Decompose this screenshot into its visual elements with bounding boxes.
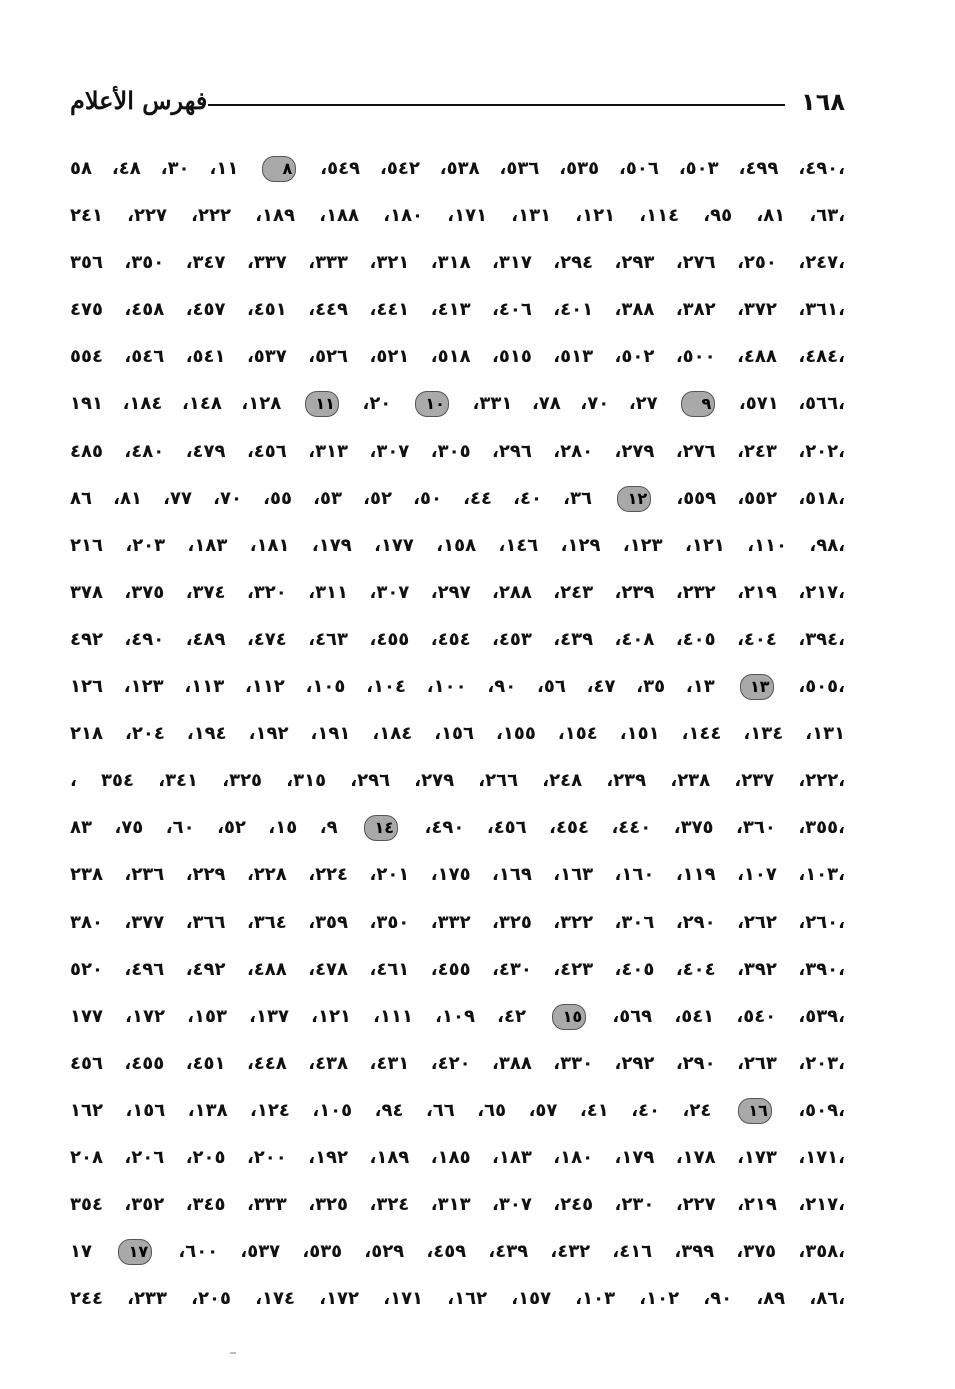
index-line [70, 993, 845, 1040]
index-line [70, 428, 845, 475]
index-line [70, 1134, 845, 1181]
index-line [70, 1040, 845, 1087]
index-line [70, 663, 845, 710]
page-marker-badge: ١١ [305, 391, 339, 417]
page-references: ٢٠٣، ٢٦٣، ٢٩٠، ٢٩٢، ٣٣٠، ٣٨٨، ٤٢٠، ٤٣١، ٤٣٨، ٤٤٨، ٤٥١، ٤٥٥، ٤٥٦، [70, 1052, 845, 1074]
index-line [70, 286, 845, 333]
index-line [70, 1181, 845, 1228]
index-body [70, 145, 845, 1322]
page-references: ٥٠٥، [777, 676, 839, 698]
page-references: ١١، ٣٠، ٤٨، ٥٨، [70, 158, 845, 179]
index-line [70, 616, 845, 663]
page-references: ٥٣٩، ٥٤٠، ٥٤١، ٥٦٩، [590, 1005, 839, 1027]
index-line [70, 804, 845, 851]
page-references: ١٢٨، ١٤٨، ١٨٤، ١٩١، [70, 393, 845, 415]
page-references: ٥٠٩، [775, 1099, 839, 1121]
page-references: ٣٥٨، ٣٧٥، ٣٩٩، ٤١٦، ٤٣٢، ٤٣٩، ٤٥٩، ٥٢٩، ٥٣٥، ٥٣٧، ٦٠٠، [156, 1241, 839, 1263]
page-references: ٩، ١٥، ٥٢، ٦٠، ٧٥، ٨٣، [70, 817, 845, 839]
page-marker-badge: ١٧ [118, 1239, 152, 1265]
page-references: ٣٦١، ٣٧٢، ٣٨٢، ٣٨٨، ٤٠١، ٤٠٦، ٤١٣، ٤٤١، ٤٤٩، ٤٥١، ٤٥٧، ٤٥٨، ٤٧٥، [70, 299, 845, 321]
index-line [70, 946, 845, 993]
page-references: ٤٩٠، ٤٩٩، ٥٠٣، ٥٠٦، ٥٣٥، ٥٣٦، ٥٣٨، ٥٤٢، ٥٤٩، [300, 158, 839, 179]
index-line [70, 899, 845, 946]
page-references: ٢٤٧، ٢٥٠، ٢٧٦، ٢٩٣، ٢٩٤، ٣١٧، ٣١٨، ٣٢١، ٣٣٣، ٣٣٧، ٣٤٧، ٣٥٠، ٣٥٦، [70, 252, 845, 274]
page-references: ١٠٣، ١٠٧، ١١٩، ١٦٠، ١٦٣، ١٦٩، ١٧٥، ٢٠١، ٢٢٤، ٢٢٨، ٢٢٩، ٢٣٦، ٢٣٨، [70, 864, 845, 886]
page-marker-badge: ٩ [681, 391, 715, 417]
page-references: ١٧، [70, 1241, 845, 1263]
page-references: ٥٦٦، ٥٧١، [719, 393, 839, 415]
page-references: ٥١٨، ٥٥٢، ٥٥٩، [655, 487, 839, 509]
page-references: ٢٠، [342, 393, 411, 415]
index-line [70, 239, 845, 286]
page-references: ١٧١، ١٧٣، ١٧٨، ١٧٩، ١٨٠، ١٨٣، ١٨٥، ١٨٩، ١٩٢، ٢٠٠، ٢٠٥، ٢٠٦، ٢٠٨، [70, 1146, 845, 1168]
index-line [70, 710, 845, 757]
page-references: ٣٦، ٤٠، ٤٤، ٥٠، ٥٢، ٥٣، ٥٥، ٧٠، ٧٧، ٨١، ٨٦، [70, 487, 845, 509]
index-line [70, 475, 845, 522]
page-references: ٣٥٥، ٣٦٠، ٣٧٥، ٤٤٠، ٤٥٤، ٤٥٦، ٤٩٠، [402, 817, 839, 839]
page-references: ٢٤، ٤٠، ٤١، ٥٧، ٦٥، ٦٦، ٩٤، ١٠٥، ١٢٤، ١٣٨، ١٥٦، ١٦٢، [70, 1099, 845, 1121]
header-rule [208, 104, 785, 106]
section-title: فهرس الأعلام [70, 86, 208, 115]
page-marker-badge: ١٥ [552, 1004, 586, 1030]
index-line [70, 757, 845, 804]
page-marker-badge: ١٤ [364, 815, 398, 841]
page-references: ١٣، ٣٥، ٤٧، ٥٦، ٩٠، ١٠٠، ١٠٤، ١٠٥، ١١٢، ١١٣، ١٢٣، ١٢٦، [70, 676, 845, 698]
page-references: ، ٢٢٢، ٢٣٧، ٢٣٨، ٢٣٩، ٢٤٨، ٢٦٦، ٢٧٩، ٢٩٦، ٣١٥، ٣٢٥، ٣٤١، ٣٥٤، [70, 770, 845, 792]
page-references: ٤٨٤، ٤٨٨، ٥٠٠، ٥٠٢، ٥١٣، ٥١٥، ٥١٨، ٥٢١، ٥٢٦، ٥٣٧، ٥٤١، ٥٤٦، ٥٥٤، [70, 346, 845, 368]
page-references: ٢١٧، ٢١٩، ٢٢٧، ٢٣٠، ٢٤٥، ٣٠٧، ٣١٣، ٣٢٤، ٣٢٥، ٣٣٣، ٣٤٥، ٣٥٢، ٣٥٤، [70, 1194, 845, 1216]
index-line [70, 1228, 845, 1275]
page-marker-badge: ٨ [262, 156, 296, 182]
index-line [70, 1275, 845, 1322]
page-references: ٣٩٤، ٤٠٤، ٤٠٥، ٤٠٨، ٤٣٩، ٤٥٣، ٤٥٤، ٤٥٥، ٤٦٣، ٤٧٤، ٤٨٩، ٤٩٠، ٤٩٢، [70, 628, 845, 650]
page-marker-badge: ١٢ [617, 486, 651, 512]
page-marker-badge: ١٦ [738, 1098, 772, 1124]
index-line [70, 1087, 845, 1134]
page-header [70, 86, 845, 126]
page-references: ٤٢، ١٠٩، ١١١، ١٢١، ١٣٧، ١٥٣، ١٧٢، ١٧٧، [70, 1005, 845, 1027]
index-line [70, 851, 845, 898]
index-line [70, 145, 845, 192]
page-references: ٩٨، ١١٠، ١٢١، ١٢٣، ١٢٩، ١٤٦، ١٥٨، ١٧٧، ١٧٩، ١٨١، ١٨٣، ٢٠٣، ٢١٦، [70, 534, 845, 556]
page-references: ٢٠٢، ٢٤٣، ٢٧٦، ٢٧٩، ٢٨٠، ٢٩٦، ٣٠٥، ٣٠٧، ٣١٣، ٤٥٦، ٤٧٩، ٤٨٠، ٤٨٥، [70, 440, 845, 462]
page-references: ٣٩٠، ٣٩٢، ٤٠٤، ٤٠٥، ٤٢٣، ٤٣٠، ٤٥٥، ٤٦١، ٤٧٨، ٤٨٨، ٤٩٢، ٤٩٦، ٥٢٠، [70, 958, 845, 980]
index-line [70, 192, 845, 239]
page-references: ٢٦٠، ٢٦٢، ٢٩٠، ٣٠٦، ٣٢٢، ٣٢٥، ٣٣٢، ٣٥٠، ٣٥٩، ٣٦٤، ٣٦٦، ٣٧٧، ٣٨٠، [70, 911, 845, 933]
index-line [70, 333, 845, 380]
page-references: ٨٦، ٨٩، ٩٠، ١٠٢، ١٠٣، ١٥٧، ١٦٢، ١٧١، ١٧٢، ١٧٤، ٢٠٥، ٢٣٣، ٢٤٤، [70, 1288, 845, 1310]
index-line [70, 380, 845, 427]
page-references: ١٣١، ١٣٤، ١٤٤، ١٥١، ١٥٤، ١٥٥، ١٥٦، ١٨٤، ١٩١، ١٩٢، ١٩٤، ٢٠٤، ٢١٨ [70, 723, 845, 745]
page-number: ١٦٨ [801, 88, 845, 116]
index-line [70, 569, 845, 616]
page-references: ٦٣، ٨١، ٩٥، ١١٤، ١٢١، ١٣١، ١٧١، ١٨٠، ١٨٨، ١٨٩، ٢٢٢، ٢٢٧، ٢٤١، [70, 205, 845, 227]
page-references: ٢٧، ٧٠، ٧٨، ٣٣١، [452, 393, 678, 415]
index-line [70, 522, 845, 569]
page-references: ٢١٧، ٢١٩، ٢٣٢، ٢٣٩، ٢٤٣، ٢٨٨، ٢٩٧، ٣٠٧، ٣١١، ٣٢٠، ٣٧٤، ٣٧٥، ٣٧٨، [70, 581, 845, 603]
scan-speck [230, 1352, 236, 1354]
page-marker-badge: ١٠ [415, 391, 449, 417]
page-marker-badge: ١٣ [740, 674, 774, 700]
